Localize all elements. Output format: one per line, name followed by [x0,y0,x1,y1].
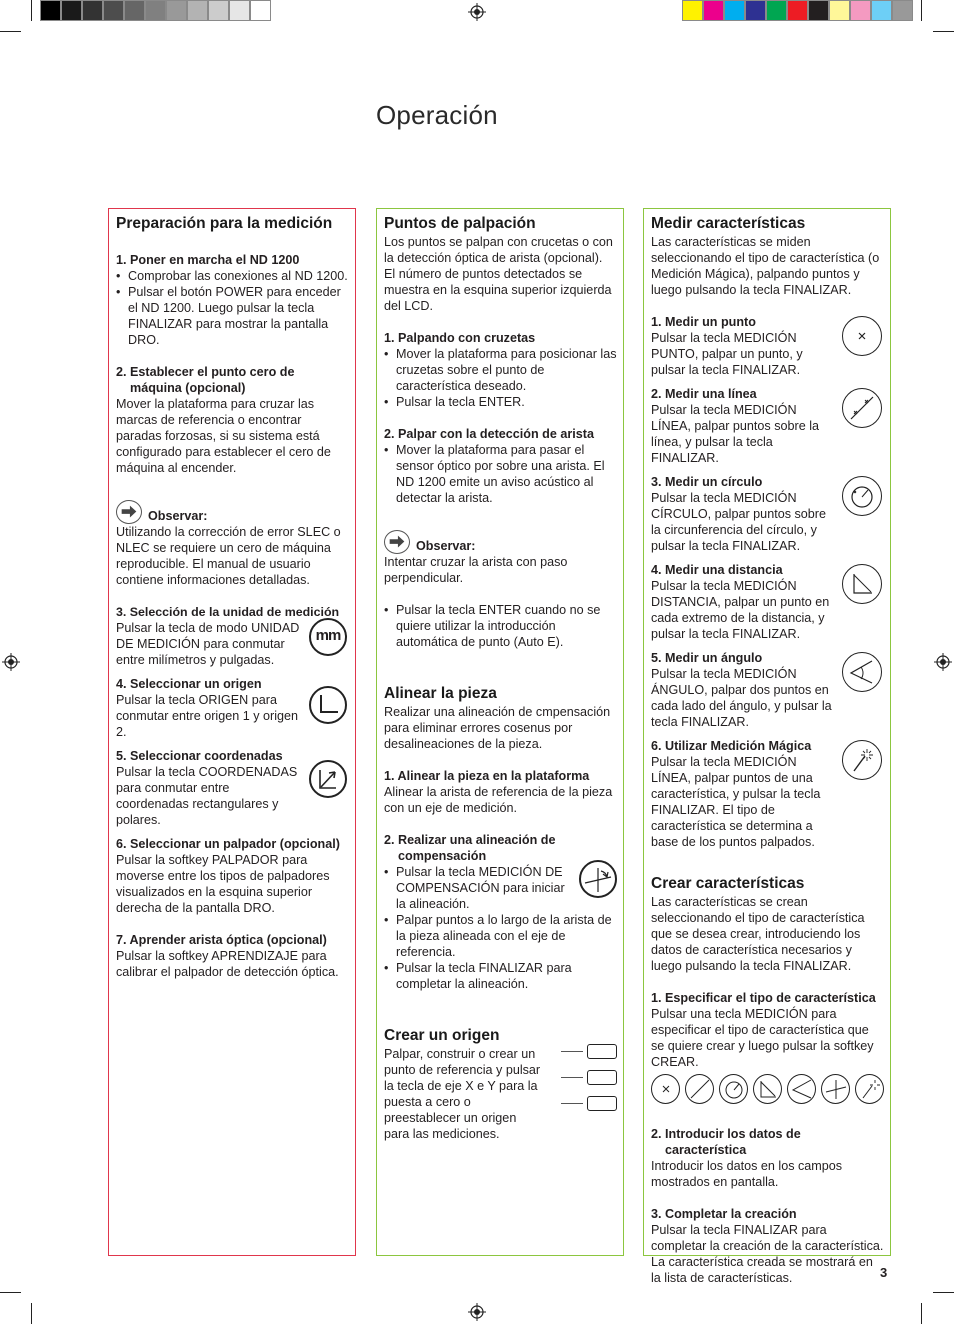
bullet-item: • Pulsar la tecla MEDICIÓN DE COMPENSACIÓN para iniciar la alineación. [384,864,617,912]
color-swatch [724,0,745,21]
page-number: 3 [880,1265,888,1280]
color-swatch [850,0,871,21]
step-text: Mover la plataforma para cruzar las marcas de referencia o encontrar paradas forzosas, si su sistema está configurado para establecer el cero de máquina al encender. [116,397,331,475]
step-text: Pulsar la softkey PALPADOR para moverse entre los tipos de palpadores visualizados en la esquina superior derecha de la pantalla DRO. [116,853,330,915]
magic-wand-icon [842,740,882,780]
angle-icon [787,1074,816,1104]
step-title: 4. Seleccionar un origen [116,677,262,691]
step-text: Pulsar la tecla MEDICIÓN CÍRCULO, palpar puntos sobre la circunferencia del círculo, y pulsar la tecla FINALIZAR. [651,491,826,553]
line-icon [685,1074,714,1104]
color-swatch [745,0,766,21]
color-swatch [187,0,208,21]
column-preparation [108,208,356,1256]
step-text: Pulsar la tecla MEDICIÓN DISTANCIA, palpar un punto en cada extremo de la distancia, y pulsar la tecla FINALIZAR. [651,579,830,641]
step-text: Introducir los datos en los campos mostrados en pantalla. [651,1159,843,1189]
axis-keys [561,1038,617,1116]
section-intro: Las características se miden seleccionando el tipo de característica (o Medición Mágica), palpando puntos y luego pulsando la tecla FINALIZAR. [651,235,880,297]
section-intro: Realizar una alineación de cmpensación para eliminar errores cosenus por desalineaciones de la pieza. [384,705,611,751]
section-heading: Medir características [651,215,806,232]
color-swatch [808,0,829,21]
crop-mark [31,0,32,21]
step-text: Pulsar una tecla MEDICIÓN para especificar el tipo de característica que se quiere crear y luego pulsar la softkey CREAR. [651,1007,874,1069]
step-title: 2. Establecer el punto cero de máquina (opcional) [116,365,295,395]
polar-coordinates-icon [309,760,347,798]
color-swatch [766,0,787,21]
section-intro: Los puntos se palpan con crucetas o con la detección óptica de arista (opcional). El número de puntos detectados se muestra en la esquina superior izquierda del LCD. [384,235,613,313]
crop-mark [921,0,922,21]
step-text: Pulsar la tecla MEDICIÓN ÁNGULO, palpar dos puntos en cada lado del ángulo, y pulsar la tecla FINALIZAR. [651,667,832,729]
measure-circle-icon [842,476,882,516]
color-swatch [787,0,808,21]
z-axis-key-icon [587,1096,617,1111]
color-swatch [871,0,892,21]
note-block [116,500,349,524]
crop-mark [0,1292,21,1293]
bullet-item: • Pulsar el botón POWER para enceder el ND 1200. Luego pulsar la tecla FINALIZAR para mostrar la pantalla DRO. [116,284,349,348]
origin-icon [309,686,347,724]
note-block [384,530,617,554]
x-axis-key-icon [587,1044,617,1059]
step-title: 1. Medir un punto [651,315,756,329]
step-title: 5. Medir un ángulo [651,651,763,665]
color-swatch [682,0,703,21]
section-heading: Crear un origen [384,1027,500,1044]
feature-key-icons [651,1074,884,1104]
step-title: 1. Alinear la pieza en la plataforma [384,769,590,783]
color-swatch [166,0,187,21]
measure-angle-icon [842,652,882,692]
note-label: Observar: [416,539,476,553]
step-title: 1. Poner en marcha el ND 1200 [116,253,300,267]
step-title: 6. Seleccionar un palpador (opcional) [116,837,340,851]
step-title: 6. Utilizar Medición Mágica [651,739,812,753]
color-swatch [103,0,124,21]
color-swatch [892,0,913,21]
arrow-right-icon [384,530,410,554]
color-swatch [829,0,850,21]
step-title: 2. Palpar con la detección de arista [384,427,594,441]
step-title: 2. Medir una línea [651,387,757,401]
step-title: 2. Realizar una alineación de compensación [384,833,556,863]
registration-mark-icon [468,1303,486,1321]
section-heading: Alinear la pieza [384,685,497,702]
note-text: Intentar cruzar la arista con paso perpendicular. [384,555,568,585]
color-swatch [703,0,724,21]
registration-mark-icon [2,653,20,671]
step-title: 5. Seleccionar coordenadas [116,749,283,763]
step-text: Alinear la arista de referencia de la pieza con un eje de medición. [384,785,613,815]
section-heading: Preparación para la medición [116,215,333,232]
note-text: Utilizando la corrección de error SLEC o NLEC se requiere un cero de máquina reproducible. El manual de usuario contiene informaciones detalladas. [116,525,341,587]
crop-mark [921,1303,922,1324]
measure-point-icon [842,316,882,356]
color-swatch [82,0,103,21]
column-features [643,208,891,1285]
bullet-item: • Mover la plataforma para posicionar las cruzetas sobre el punto de característica deseado. [384,346,617,394]
mm-unit-icon: mm [309,618,347,656]
step-title: 3. Selección de la unidad de medición [116,605,340,619]
registration-mark-icon [934,653,952,671]
circle-icon [719,1074,748,1104]
step-title: 2. Introducir los datos de característica [651,1127,801,1157]
step-text: Pulsar la softkey APRENDIZAJE para calibrar el palpador de detección óptica. [116,949,339,979]
color-swatch [124,0,145,21]
measure-distance-icon [842,564,882,604]
crop-mark [933,1292,954,1293]
crop-mark [933,31,954,32]
step-text: Pulsar la tecla MEDICIÓN PUNTO, palpar un punto, y pulsar la tecla FINALIZAR. [651,331,803,377]
measure-line-icon [842,388,882,428]
column-probing [376,208,624,1256]
section-intro: Palpar, construir o crear un punto de referencia y pulsar la tecla de eje X e Y para la puesta a cero o preestablecer un origen para las mediciones. [384,1047,541,1141]
bullet-item: • Palpar puntos a lo largo de la arista de la pieza alineada con el eje de referencia. [384,912,617,960]
color-swatch [61,0,82,21]
skew-alignment-icon [579,860,617,898]
bullet-item: • Comprobar las conexiones al ND 1200. [116,268,349,284]
step-text: Pulsar la tecla FINALIZAR para completar la creación de la característica. La característica creada se mostrará en la lista de características. [651,1223,884,1285]
skew-icon [821,1074,850,1104]
section-heading: Puntos de palpación [384,215,536,232]
magic-icon [855,1074,884,1104]
distance-icon [753,1074,782,1104]
step-title: 7. Aprender arista óptica (opcional) [116,933,327,947]
bullet-item: • Pulsar la tecla ENTER. [384,394,617,410]
page-title: Operación [376,100,498,130]
step-text: Pulsar la tecla COORDENADAS para conmutar entre coordenadas rectangulares y polares. [116,765,298,827]
crop-mark [31,1303,32,1324]
step-title: 3. Medir un círculo [651,475,763,489]
step-title: 1. Palpando con cruzetas [384,331,536,345]
section-intro: Las características se crean seleccionando el tipo de característica que se desea crear, introduciendo los datos de característica necesarios y luego pulsando la tecla FINALIZAR. [651,895,865,973]
bullet-item: • Mover la plataforma para pasar el sensor óptico por sobre una arista. El ND 1200 emite un aviso acústico al detectar la arista. [384,442,617,506]
arrow-right-icon [116,500,142,524]
point-icon [651,1074,680,1104]
step-title: 4. Medir una distancia [651,563,783,577]
bullet-item: • Pulsar la tecla FINALIZAR para completar la alineación. [384,960,617,992]
step-text: Pulsar la tecla MEDICIÓN LÍNEA, palpar puntos sobre la línea, y pulsar la tecla FINALIZAR. [651,403,820,465]
section-heading: Crear características [651,875,805,892]
color-swatch [229,0,250,21]
step-title: 3. Completar la creación [651,1207,797,1221]
step-text: Pulsar la tecla de modo UNIDAD DE MEDICIÓN para conmutar entre milímetros y pulgadas. [116,621,300,667]
bullet-item: • Pulsar la tecla ENTER cuando no se quiere utilizar la introducción automática de punto (Auto E). [384,602,617,650]
note-label: Observar: [148,509,208,523]
color-swatch [145,0,166,21]
step-text: Pulsar la tecla ORIGEN para conmutar entre origen 1 y origen 2. [116,693,299,739]
step-text: Pulsar la tecla MEDICIÓN LÍNEA, palpar puntos de una característica, y pulsar la tecla FINALIZAR. El tipo de característica se determina a base de los puntos palpados. [651,755,821,849]
color-swatch [208,0,229,21]
registration-mark-icon [468,3,486,21]
color-swatch [250,0,271,21]
crop-mark [0,31,21,32]
color-swatch [40,0,61,21]
y-axis-key-icon [587,1070,617,1085]
step-title: 1. Especificar el tipo de característica [651,991,876,1005]
